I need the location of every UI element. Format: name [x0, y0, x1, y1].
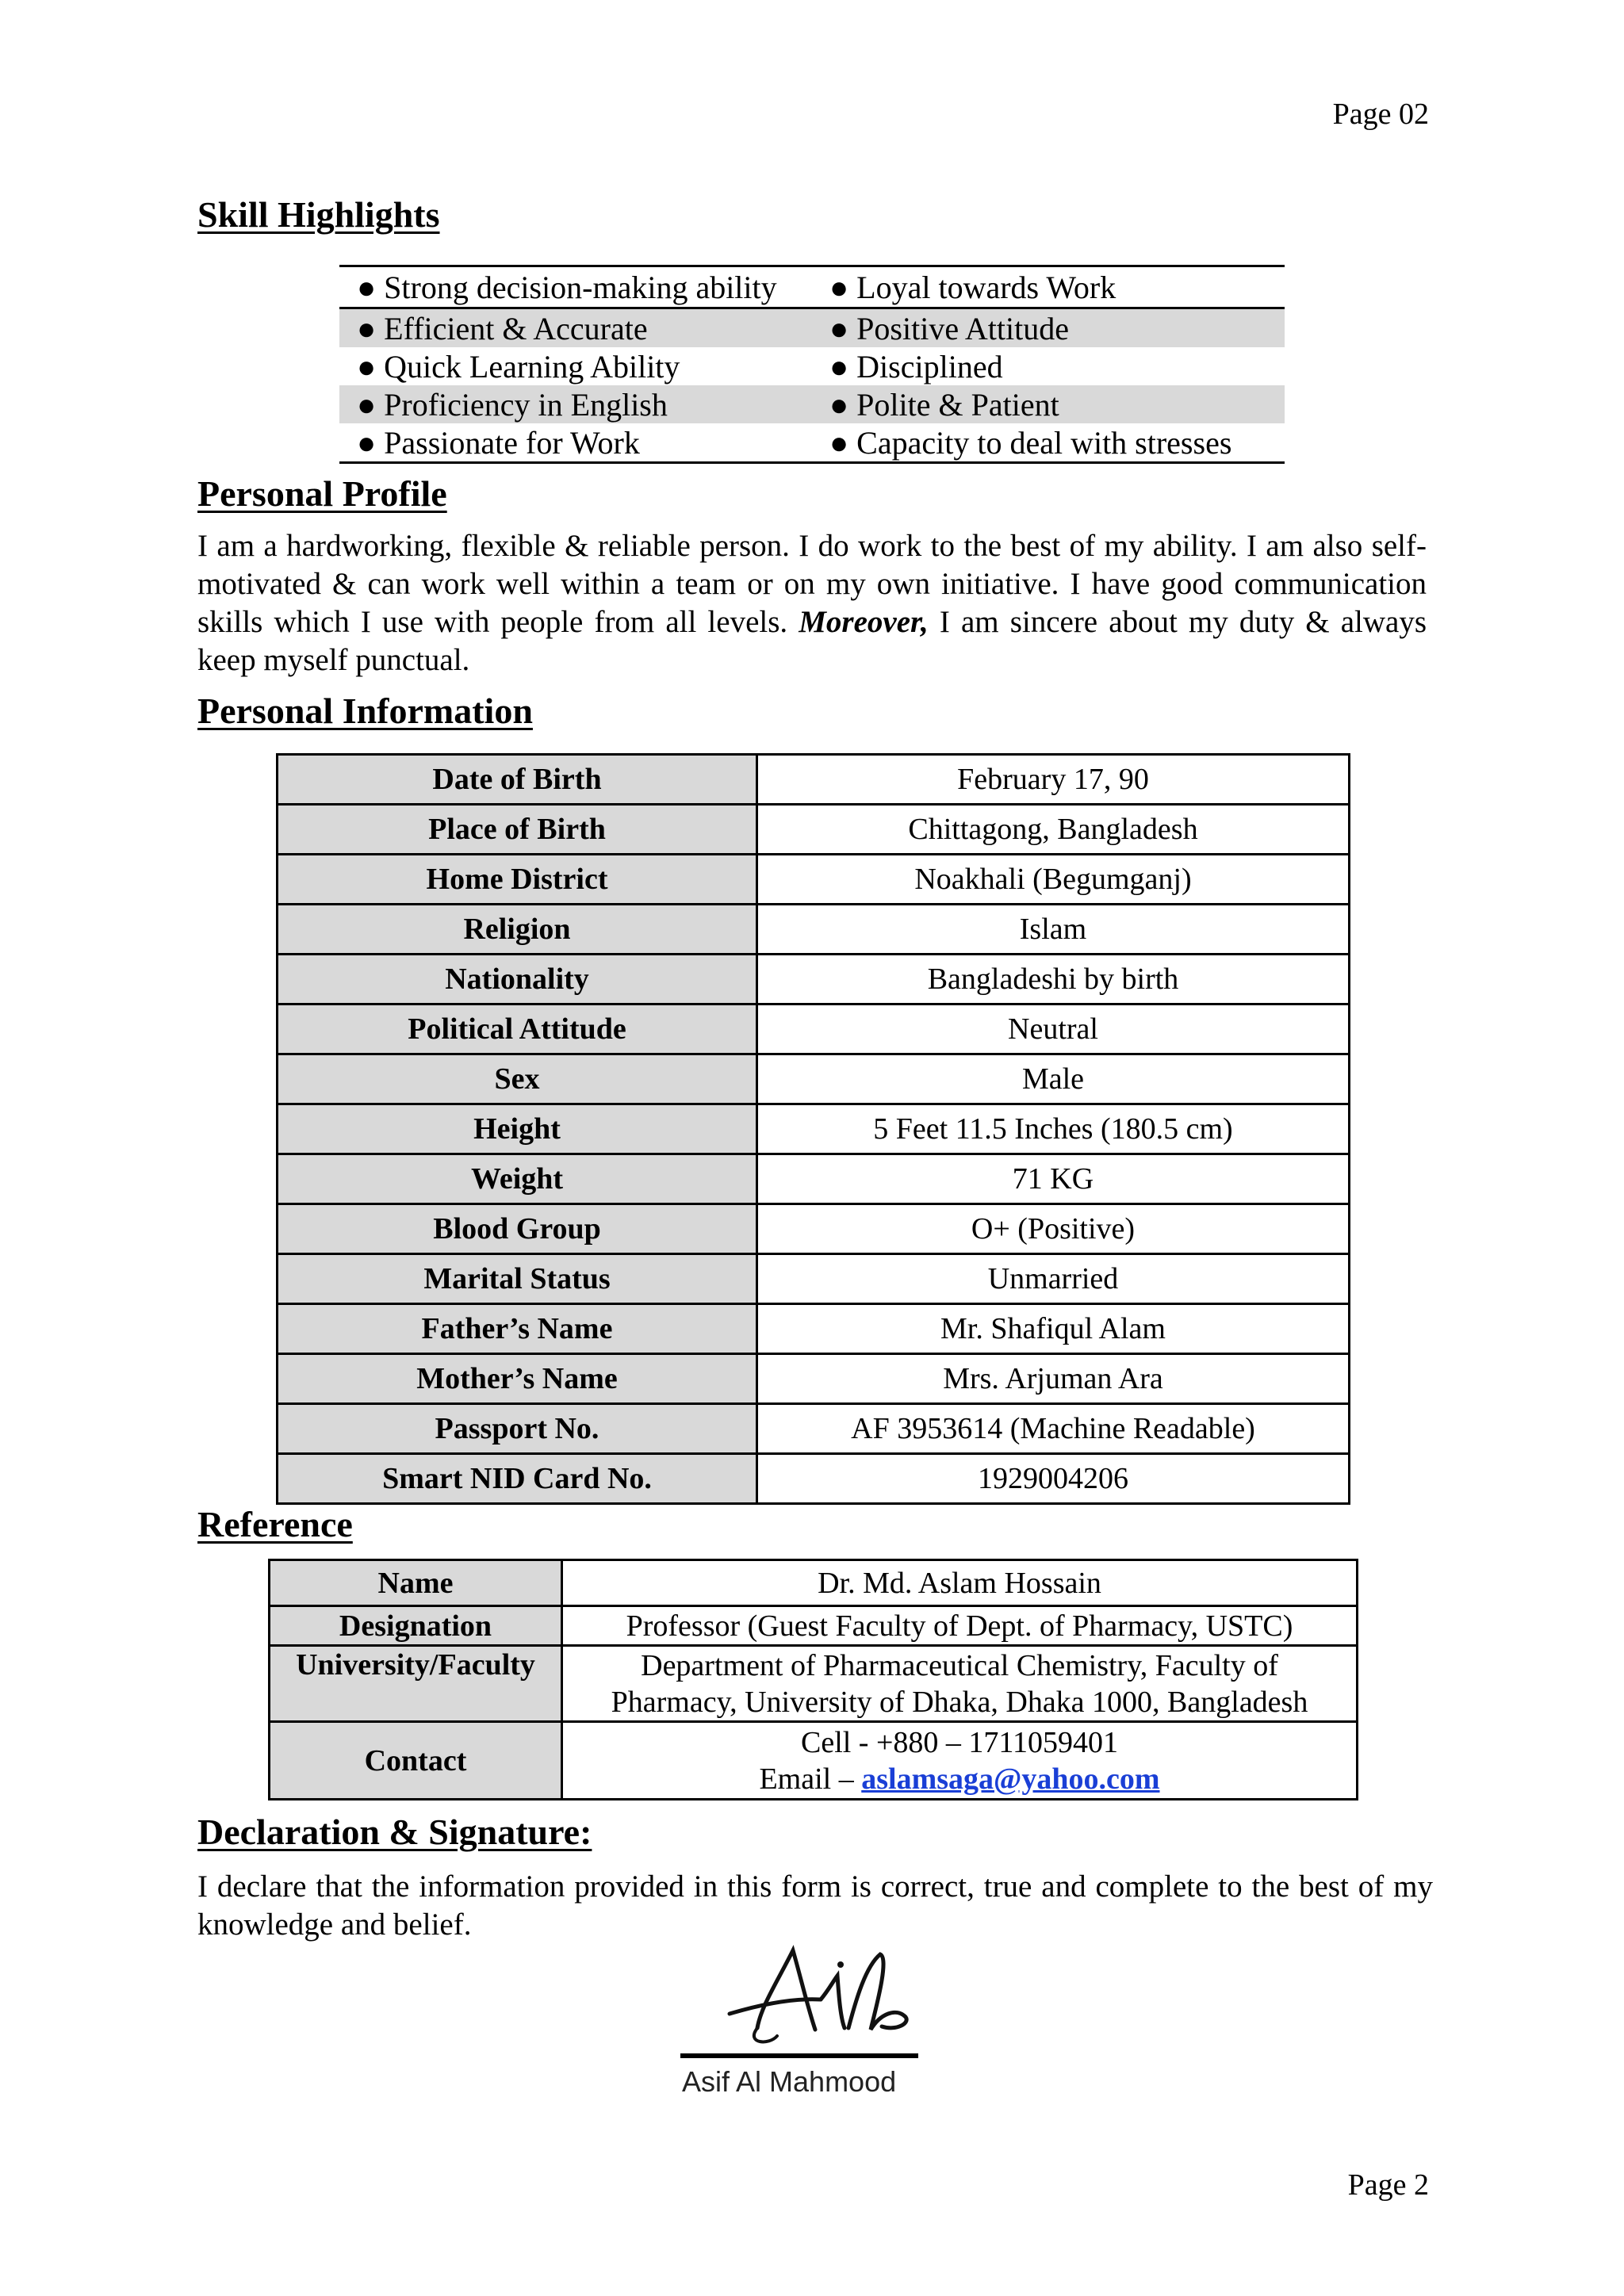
table-row [278, 805, 1350, 855]
personal-info-table [276, 753, 1350, 1505]
page-number-bottom: Page 2 [1347, 2168, 1429, 2202]
info-label: Religion [278, 905, 757, 955]
table-row [278, 1404, 1350, 1454]
ref-name-value: Dr. Md. Aslam Hossain [562, 1560, 1358, 1606]
table-row [278, 955, 1350, 1004]
ref-name-label: Name [270, 1560, 562, 1606]
info-value: Neutral [757, 1004, 1350, 1054]
info-value: Unmarried [757, 1254, 1350, 1304]
info-value: Chittagong, Bangladesh [757, 805, 1350, 855]
skill-item: ● Polite & Patient [829, 386, 1059, 423]
info-value: O+ (Positive) [757, 1204, 1350, 1254]
profile-emphasis: Moreover, [799, 605, 929, 639]
skill-item: ● Capacity to deal with stresses [829, 424, 1232, 461]
declaration-heading: Declaration & Signature: [197, 1812, 592, 1852]
skills-row [339, 385, 1285, 423]
table-row [278, 1254, 1350, 1304]
ref-designation-value: Professor (Guest Faculty of Dept. of Pharmacy, USTC) [562, 1606, 1358, 1646]
profile-heading: Personal Profile [197, 473, 447, 514]
table-row [278, 755, 1350, 805]
skill-item: ● Strong decision-making ability [357, 269, 777, 305]
ref-university-line: Pharmacy, University of Dhaka, Dhaka 1000, Bangladesh [611, 1685, 1308, 1719]
reference-heading: Reference [197, 1504, 353, 1544]
skills-heading: Skill Highlights [197, 194, 440, 235]
info-value: Mr. Shafiqul Alam [757, 1304, 1350, 1354]
ref-email-link[interactable]: aslamsaga@yahoo.com [861, 1762, 1160, 1796]
info-label: Home District [278, 855, 757, 905]
skill-item: ● Passionate for Work [357, 424, 640, 461]
skill-item: ● Loyal towards Work [829, 269, 1116, 305]
table-row [278, 1354, 1350, 1404]
ref-university-line: Department of Pharmaceutical Chemistry, Faculty of [641, 1648, 1278, 1682]
info-label: Father’s Name [278, 1304, 757, 1354]
signer-name: Asif Al Mahmood [682, 2065, 897, 2098]
info-label: Political Attitude [278, 1004, 757, 1054]
skills-row [339, 347, 1285, 385]
ref-contact-label: Contact [270, 1722, 562, 1800]
ref-cell-phone: Cell - +880 – 1711059401 [800, 1725, 1118, 1759]
info-label: Place of Birth [278, 805, 757, 855]
table-row [278, 855, 1350, 905]
info-label: Date of Birth [278, 755, 757, 805]
skill-item: ● Efficient & Accurate [357, 310, 648, 346]
ref-university-label: University/Faculty [270, 1646, 562, 1722]
table-row [270, 1606, 1358, 1646]
info-value: Bangladeshi by birth [757, 955, 1350, 1004]
info-label: Smart NID Card No. [278, 1454, 757, 1504]
table-row [270, 1722, 1358, 1800]
info-value: AF 3953614 (Machine Readable) [757, 1404, 1350, 1454]
info-label: Marital Status [278, 1254, 757, 1304]
profile-text-end: I am sincere about my duty & always keep myself punctual. [197, 605, 1427, 677]
skills-row [339, 267, 1285, 309]
ref-contact-value [562, 1722, 1358, 1800]
table-row [270, 1560, 1358, 1606]
table-row [278, 1054, 1350, 1104]
ref-designation-label: Designation [270, 1606, 562, 1646]
table-row [270, 1646, 1358, 1722]
skill-item: ● Proficiency in English [357, 386, 668, 423]
info-label: Height [278, 1104, 757, 1154]
skills-row [339, 309, 1285, 347]
table-row [278, 905, 1350, 955]
info-value: Islam [757, 905, 1350, 955]
info-label: Weight [278, 1154, 757, 1204]
ref-email-line [563, 1761, 1356, 1797]
ref-university-value [562, 1646, 1358, 1722]
skill-item: ● Disciplined [829, 348, 1003, 385]
personal-info-heading: Personal Information [197, 691, 533, 731]
info-label: Passport No. [278, 1404, 757, 1454]
signature-image [682, 1934, 936, 2061]
info-label: Sex [278, 1054, 757, 1104]
table-row [278, 1304, 1350, 1354]
reference-table [268, 1559, 1358, 1800]
info-label: Blood Group [278, 1204, 757, 1254]
info-value: Male [757, 1054, 1350, 1104]
table-row [278, 1204, 1350, 1254]
table-row [278, 1104, 1350, 1154]
info-value: Noakhali (Begumganj) [757, 855, 1350, 905]
skills-table [339, 265, 1285, 464]
info-label: Mother’s Name [278, 1354, 757, 1404]
info-value: 1929004206 [757, 1454, 1350, 1504]
table-row [278, 1454, 1350, 1504]
ref-email-prefix: Email – [759, 1762, 862, 1796]
skills-row [339, 423, 1285, 461]
info-label: Nationality [278, 955, 757, 1004]
profile-paragraph [197, 527, 1427, 679]
page-number-top: Page 02 [1332, 98, 1429, 131]
info-value: 71 KG [757, 1154, 1350, 1204]
table-row [278, 1154, 1350, 1204]
profile-text-start: I am a hardworking, flexible & reliable person. I do work to the best of my ability. I am also self-motivated & can work well within a team or on my own initiative. I have good communication skills which I use with people from all levels. [197, 529, 1427, 639]
signature-line [680, 2053, 918, 2058]
skill-item: ● Positive Attitude [829, 310, 1069, 346]
info-value: 5 Feet 11.5 Inches (180.5 cm) [757, 1104, 1350, 1154]
info-value: February 17, 90 [757, 755, 1350, 805]
info-value: Mrs. Arjuman Ara [757, 1354, 1350, 1404]
table-row [278, 1004, 1350, 1054]
skill-item: ● Quick Learning Ability [357, 348, 680, 385]
declaration-text: I declare that the information provided in this form is correct, true and complete to the best of my knowledge and belief. [197, 1869, 1433, 1942]
